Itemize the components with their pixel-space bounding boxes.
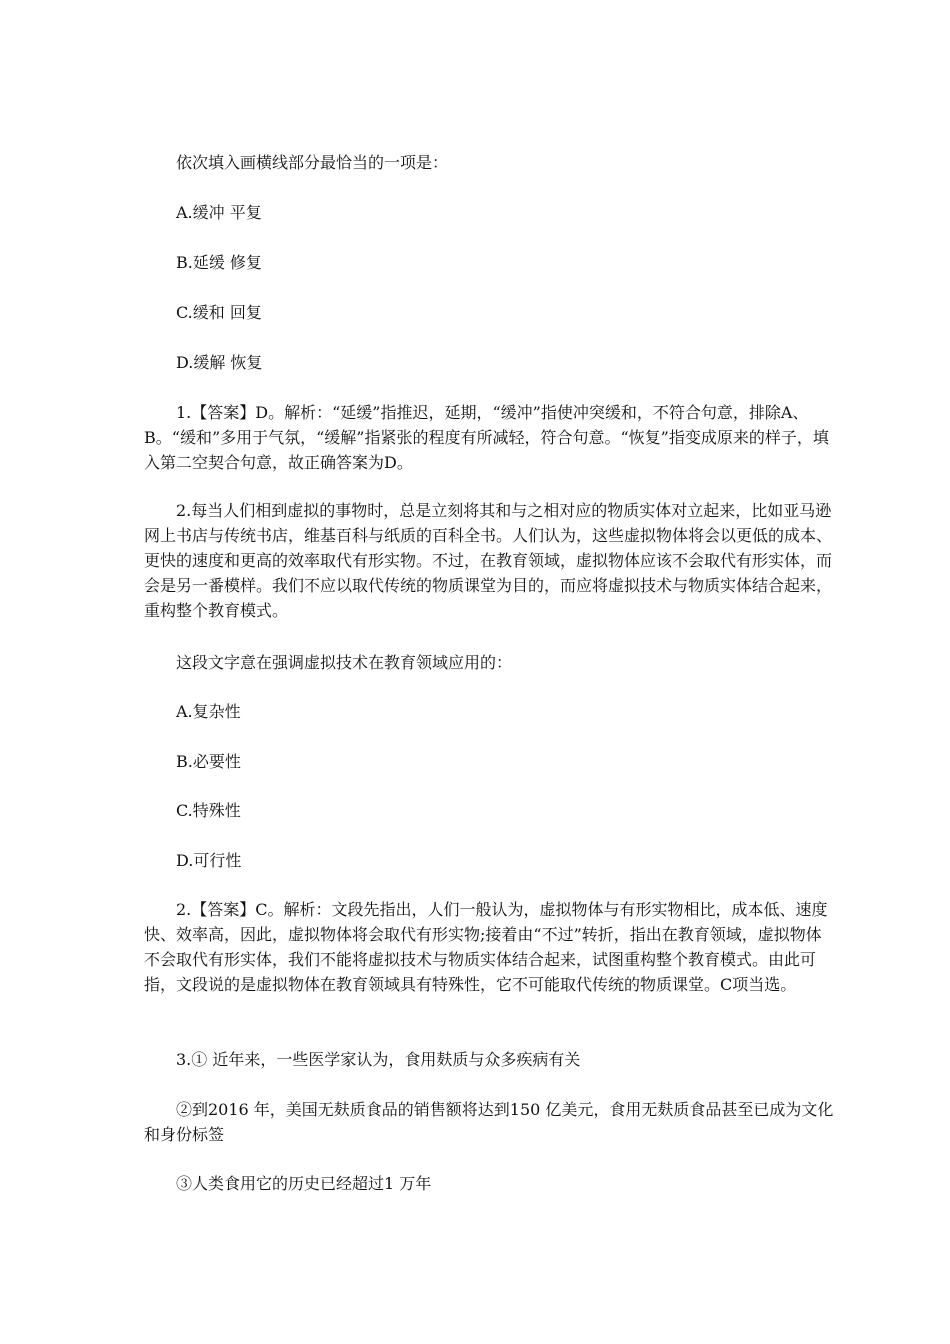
q1-option-d: D.缓解 恢复 xyxy=(176,353,263,372)
q1-option-b: B.延缓 修复 xyxy=(176,253,262,272)
q2-stem: 这段文字意在强调虚拟技术在教育领域应用的： xyxy=(176,653,513,672)
q2-option-c: C.特殊性 xyxy=(176,801,241,820)
q3-item-2: ②到2016 年，美国无麸质食品的销售额将达到150 亿美元，食用无麸质食品甚至已成为文化和身份标签 xyxy=(144,1100,834,1144)
q3-item-3: ③人类食用它的历史已经超过1 万年 xyxy=(176,1174,432,1193)
q2-option-a: A.复杂性 xyxy=(176,702,241,721)
q2-option-b: B.必要性 xyxy=(176,752,241,771)
q2-answer: 2.【答案】C。解析：文段先指出，人们一般认为，虚拟物体与有形实物相比，成本低、速度快、效率高，因此，虚拟物体将会取代有形实物;接着由“不过”转折，指出在教育领域，虚拟物体不会取代有形实体，我们不能将虚拟技术与物质实体结合起来，试图重构整个教育模式。由此可指，文段说的是虚拟物体在教育领域具有特殊性，它不可能取代传统的物质课堂。C项当选。 xyxy=(144,900,828,994)
q1-option-a: A.缓冲 平复 xyxy=(176,203,262,222)
q2-passage: 2.每当人们相到虚拟的事物时，总是立刻将其和与之相对应的物质实体对立起来，比如亚马逊网上书店与传统书店，维基百科与纸质的百科全书。人们认为，这些虚拟物体将会以更低的成本、更快的速度和更高的效率取代有形实物。不过，在教育领域，虚拟物体应该不会取代有形实体，而会是另一番模样。我们不应以取代传统的物质课堂为目的，而应将虚拟技术与物质实体结合起来，重构整个教育模式。 xyxy=(144,501,833,620)
q3-item-1: 3.① 近年来，一些医学家认为，食用麸质与众多疾病有关 xyxy=(176,1050,581,1069)
q2-option-d: D.可行性 xyxy=(176,851,242,870)
q1-answer: 1.【答案】D。解析：“延缓”指推迟，延期，“缓冲”指使冲突缓和，不符合句意，排除A、B。“缓和”多用于气氛，“缓解”指紧张的程度有所减轻，符合句意。“恢复”指变成原来的样子，填入第二空契合句意，故正确答案为D。 xyxy=(144,403,829,472)
q1-option-c: C.缓和 回复 xyxy=(176,303,262,322)
q1-stem: 依次填入画横线部分最恰当的一项是： xyxy=(176,153,449,172)
